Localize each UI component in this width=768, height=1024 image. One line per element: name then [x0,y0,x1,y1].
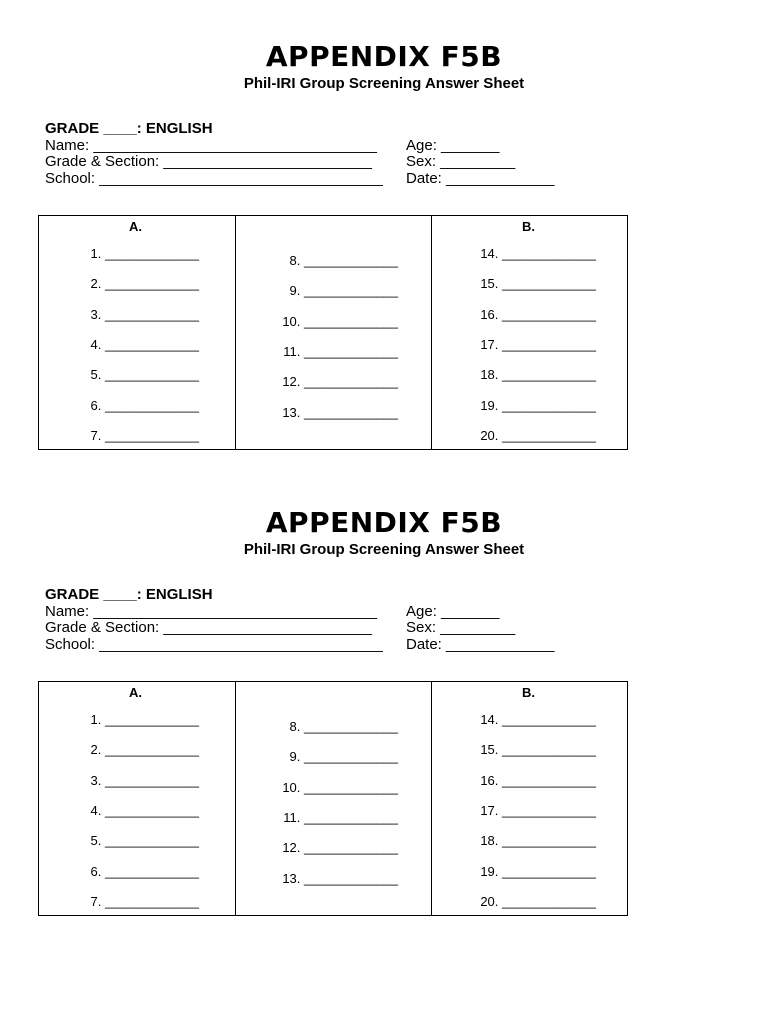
age-field[interactable]: Age: _______ [406,137,500,154]
sex-field[interactable]: Sex: _________ [406,153,516,170]
school-field[interactable]: School: __________________________________ [45,170,383,187]
school-field[interactable]: School: __________________________________ [45,636,383,653]
answer-item[interactable]: 7. _____________ [90,893,199,909]
answer-item[interactable]: 6. _____________ [90,397,199,413]
answer-item[interactable]: 16. _____________ [480,772,596,788]
answer-sheet [0,0,768,466]
answer-item[interactable]: 17. _____________ [480,336,596,352]
grade-section-field[interactable]: Grade & Section: _________________________ [45,619,372,636]
answer-item[interactable]: 13. _____________ [282,870,398,886]
answer-item[interactable]: 17. _____________ [480,802,596,818]
column-divider [235,216,236,449]
answer-item[interactable]: 14. _____________ [480,712,596,727]
answer-item[interactable]: 6. _____________ [90,863,199,879]
sheet-subtitle: Phil-IRI Group Screening Answer Sheet [243,75,525,92]
answer-item[interactable]: 15. _____________ [480,742,596,758]
answer-item[interactable]: 10. _____________ [282,313,398,329]
answer-item[interactable]: 20. _____________ [480,427,596,443]
answer-item[interactable]: 18. _____________ [480,367,596,383]
answer-item[interactable]: 15. _____________ [480,276,596,292]
answer-item[interactable]: 11. _____________ [283,343,398,359]
answer-item[interactable]: 9. _____________ [289,749,398,765]
column-a-heading: A. [129,685,142,700]
grade-line: GRADE ____: ENGLISH [45,120,213,137]
column-divider [235,682,236,915]
grade-line: GRADE ____: ENGLISH [45,586,213,603]
column-divider [431,216,432,449]
sheet-title: APPENDIX F5B [265,40,503,73]
answer-item[interactable]: 5. _____________ [90,833,199,849]
answer-table [38,681,628,916]
answer-item[interactable]: 3. _____________ [90,306,199,322]
column-a-heading: A. [129,219,142,234]
date-field[interactable]: Date: _____________ [406,170,555,187]
answer-table [38,215,628,450]
answer-item[interactable]: 11. _____________ [283,809,398,825]
column-divider [431,682,432,915]
sex-field[interactable]: Sex: _________ [406,619,516,636]
date-field[interactable]: Date: _____________ [406,636,555,653]
name-field[interactable]: Name: __________________________________ [45,137,377,154]
answer-item[interactable]: 12. _____________ [282,840,398,856]
answer-item[interactable]: 3. _____________ [90,772,199,788]
answer-item[interactable]: 4. _____________ [90,802,199,818]
answer-item[interactable]: 18. _____________ [480,833,596,849]
answer-item[interactable]: 14. _____________ [480,246,596,261]
answer-item[interactable]: 7. _____________ [90,427,199,443]
answer-item[interactable]: 1. _____________ [90,712,199,727]
answer-item[interactable]: 8. _____________ [289,253,398,268]
answer-item[interactable]: 10. _____________ [282,779,398,795]
answer-item[interactable]: 2. _____________ [90,742,199,758]
answer-item[interactable]: 16. _____________ [480,306,596,322]
column-b-heading: B. [522,219,535,234]
sheet-subtitle: Phil-IRI Group Screening Answer Sheet [243,541,525,558]
answer-item[interactable]: 19. _____________ [480,863,596,879]
answer-item[interactable]: 8. _____________ [289,719,398,734]
answer-item[interactable]: 2. _____________ [90,276,199,292]
answer-sheet [0,466,768,932]
age-field[interactable]: Age: _______ [406,603,500,620]
answer-item[interactable]: 4. _____________ [90,336,199,352]
answer-item[interactable]: 13. _____________ [282,404,398,420]
answer-item[interactable]: 19. _____________ [480,397,596,413]
answer-item[interactable]: 5. _____________ [90,367,199,383]
name-field[interactable]: Name: __________________________________ [45,603,377,620]
grade-section-field[interactable]: Grade & Section: _________________________ [45,153,372,170]
answer-item[interactable]: 1. _____________ [90,246,199,261]
answer-item[interactable]: 12. _____________ [282,374,398,390]
answer-item[interactable]: 9. _____________ [289,283,398,299]
sheet-title: APPENDIX F5B [265,506,503,539]
column-b-heading: B. [522,685,535,700]
answer-item[interactable]: 20. _____________ [480,893,596,909]
